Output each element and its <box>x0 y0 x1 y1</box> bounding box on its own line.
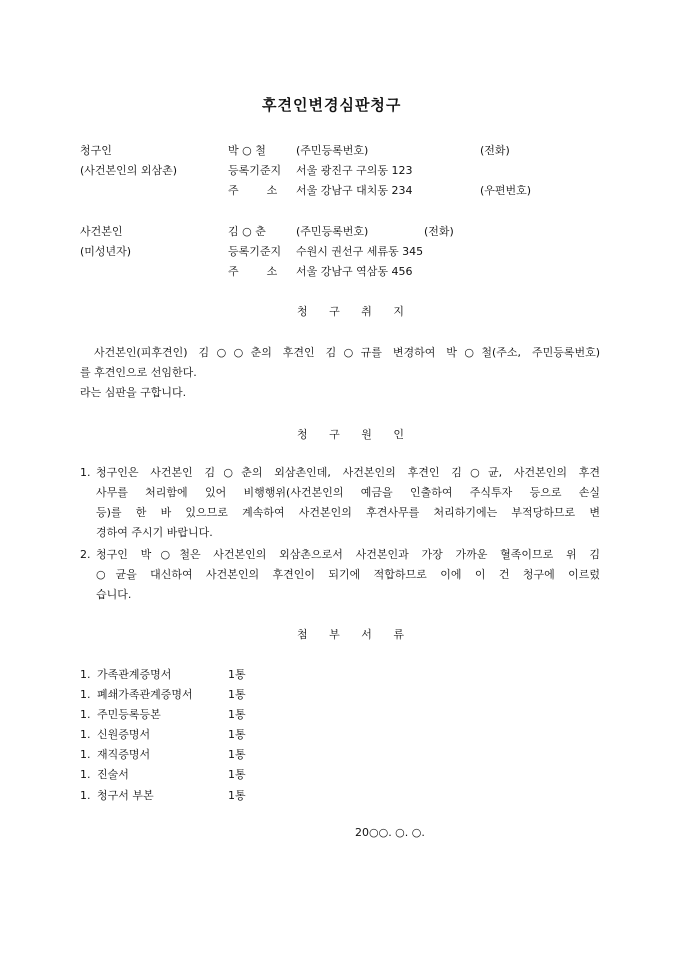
attachment-name: 청구서 부본 <box>97 789 154 802</box>
subject-name: 김 ○ 춘 <box>228 225 266 238</box>
document-date: 20○○. ○. ○. <box>355 826 425 839</box>
petitioner-phone-label: (전화) <box>480 144 510 157</box>
attachment-number: 1. <box>80 768 91 781</box>
attachment-name: 가족관계증명서 <box>97 668 172 681</box>
cause-item-1-number: 1. <box>80 466 91 479</box>
attachment-qty: 1통 <box>228 728 246 741</box>
purpose-heading: 청 구 취 지 <box>297 305 413 318</box>
subject-addr-value: 서울 강남구 역삼동 456 <box>296 265 413 278</box>
cause-item-1-line: 경하여 주시기 바랍니다. <box>96 526 213 539</box>
attachments-heading: 첨 부 서 류 <box>297 628 413 641</box>
cause-item-1-line: 청구인은 사건본인 김○춘의 외삼촌인데, 사건본인의 후견인 김○균, 사건본인의 후견 <box>96 466 600 479</box>
cause-item-2-line: ○균을 대신하여 사건본인의 후견인이 되기에 적합하므로 이에 이 건 청구에 이르렀 <box>96 568 600 581</box>
petitioner-reg-value: 서울 광진구 구의동 123 <box>296 164 413 177</box>
petitioner-relation: (사건본인의 외삼촌) <box>80 164 178 177</box>
subject-addr-label: 주 소 <box>228 265 278 278</box>
attachment-number: 1. <box>80 668 91 681</box>
attachment-qty: 1통 <box>228 708 246 721</box>
attachment-number: 1. <box>80 688 91 701</box>
attachment-number: 1. <box>80 748 91 761</box>
attachment-number: 1. <box>80 789 91 802</box>
subject-reg-label: 등록기준지 <box>228 245 282 258</box>
subject-relation: (미성년자) <box>80 245 132 258</box>
attachment-qty: 1통 <box>228 789 246 802</box>
attachment-name: 주민등록등본 <box>97 708 161 721</box>
petitioner-role: 청구인 <box>80 144 112 157</box>
purpose-line-2: 를 후견인으로 선임한다. <box>80 366 197 379</box>
cause-heading: 청 구 원 인 <box>297 428 413 441</box>
attachment-qty: 1통 <box>228 688 246 701</box>
subject-reg-value: 수원시 권선구 세류동 345 <box>296 245 424 258</box>
attachment-qty: 1통 <box>228 768 246 781</box>
cause-item-1-line: 등)를 한 바 있으므로 계속하여 사건본인의 후견사무를 처리하기에는 부적당하므로 변 <box>96 506 600 519</box>
attachment-name: 진술서 <box>97 768 129 781</box>
attachment-name: 폐쇄가족관계증명서 <box>97 688 193 701</box>
petitioner-name: 박 ○ 철 <box>228 144 266 157</box>
petitioner-addr-value: 서울 강남구 대치동 234 <box>296 184 413 197</box>
attachment-name: 신원증명서 <box>97 728 151 741</box>
attachment-number: 1. <box>80 708 91 721</box>
document-title: 후견인변경심판청구 <box>262 96 402 114</box>
petitioner-addr-label: 주 소 <box>228 184 278 197</box>
petitioner-reg-label: 등록기준지 <box>228 164 282 177</box>
attachment-number: 1. <box>80 728 91 741</box>
petitioner-postal-label: (우편번호) <box>480 184 532 197</box>
subject-phone-label: (전화) <box>424 225 454 238</box>
subject-role: 사건본인 <box>80 225 123 238</box>
purpose-line-1: 사건본인(피후견인) 김○○춘의 후견인 김○규를 변경하여 박○철(주소, 주민등록번호) <box>94 346 600 359</box>
subject-id-label: (주민등록번호) <box>296 225 369 238</box>
cause-item-2-number: 2. <box>80 548 91 561</box>
purpose-line-3: 라는 심판을 구합니다. <box>80 386 187 399</box>
petitioner-id-label: (주민등록번호) <box>296 144 369 157</box>
cause-item-1-line: 사무를 처리함에 있어 비행행위(사건본인의 예금을 인출하여 주식투자 등으로 손실 <box>96 486 600 499</box>
cause-item-2-line: 청구인 박○철은 사건본인의 외삼촌으로서 사건본인과 가장 가까운 혈족이므로 위 김 <box>96 548 600 561</box>
cause-item-2-line: 습니다. <box>96 588 132 601</box>
attachment-qty: 1통 <box>228 748 246 761</box>
attachment-qty: 1통 <box>228 668 246 681</box>
attachment-name: 재직증명서 <box>97 748 151 761</box>
